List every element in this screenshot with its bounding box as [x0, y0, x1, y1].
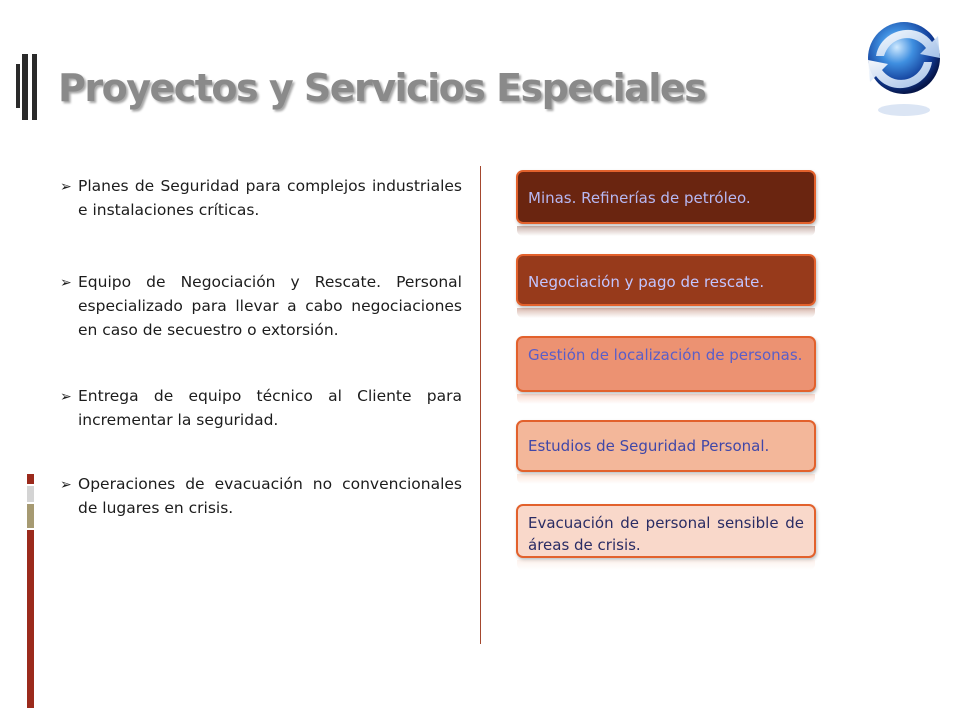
- arrow-bullet-icon: ➢: [60, 389, 72, 405]
- box-text: Negociación y pago de rescate.: [528, 273, 765, 291]
- box-text: Gestión de localización de personas.: [528, 346, 803, 364]
- box-reflection: [517, 474, 815, 484]
- box-reflection: [517, 226, 815, 236]
- bullet-text: Equipo de Negociación y Rescate. Personal especializado para llevar a cabo negociaciones en caso de secuestro o extorsión.: [78, 273, 462, 339]
- left-decorative-bars: [0, 0, 60, 720]
- arrow-bullet-icon: ➢: [60, 179, 72, 195]
- bar-red-long: [27, 530, 34, 708]
- bullet-list: [60, 174, 462, 520]
- bullet-item: [60, 270, 462, 342]
- category-box-evacuation: [516, 504, 816, 558]
- box-text: Estudios de Seguridad Personal.: [528, 437, 770, 455]
- globe-arrows-icon: [858, 12, 950, 120]
- arrow-bullet-icon: ➢: [60, 275, 72, 291]
- box-text: Minas. Refinerías de petróleo.: [528, 189, 751, 207]
- bullet-item: [60, 472, 462, 520]
- bullet-text: Entrega de equipo técnico al Cliente para incrementar la seguridad.: [78, 387, 462, 429]
- slide-title: Proyectos y Servicios Especiales: [58, 66, 706, 110]
- bullet-text: Planes de Seguridad para complejos industriales e instalaciones críticas.: [78, 177, 462, 219]
- bullet-item: [60, 384, 462, 432]
- bullet-item: [60, 174, 462, 222]
- box-reflection: [517, 394, 815, 404]
- bar-red-short: [27, 474, 34, 484]
- box-reflection: [517, 560, 815, 570]
- category-box-personal-security: [516, 420, 816, 472]
- bar-khaki: [27, 504, 34, 528]
- bar-top-dark-3: [16, 64, 20, 108]
- bar-top-dark-2: [32, 54, 37, 120]
- bar-gray: [27, 486, 34, 502]
- category-box-location: [516, 336, 816, 392]
- box-reflection: [517, 308, 815, 318]
- bullet-text: Operaciones de evacuación no convencionales de lugares en crisis.: [78, 475, 462, 517]
- arrow-bullet-icon: ➢: [60, 477, 72, 493]
- category-box-mines: [516, 170, 816, 224]
- vertical-divider: [480, 166, 481, 644]
- category-box-ransom: [516, 254, 816, 306]
- bar-top-dark: [22, 54, 28, 120]
- box-text: Evacuación de personal sensible de áreas de crisis.: [528, 514, 804, 554]
